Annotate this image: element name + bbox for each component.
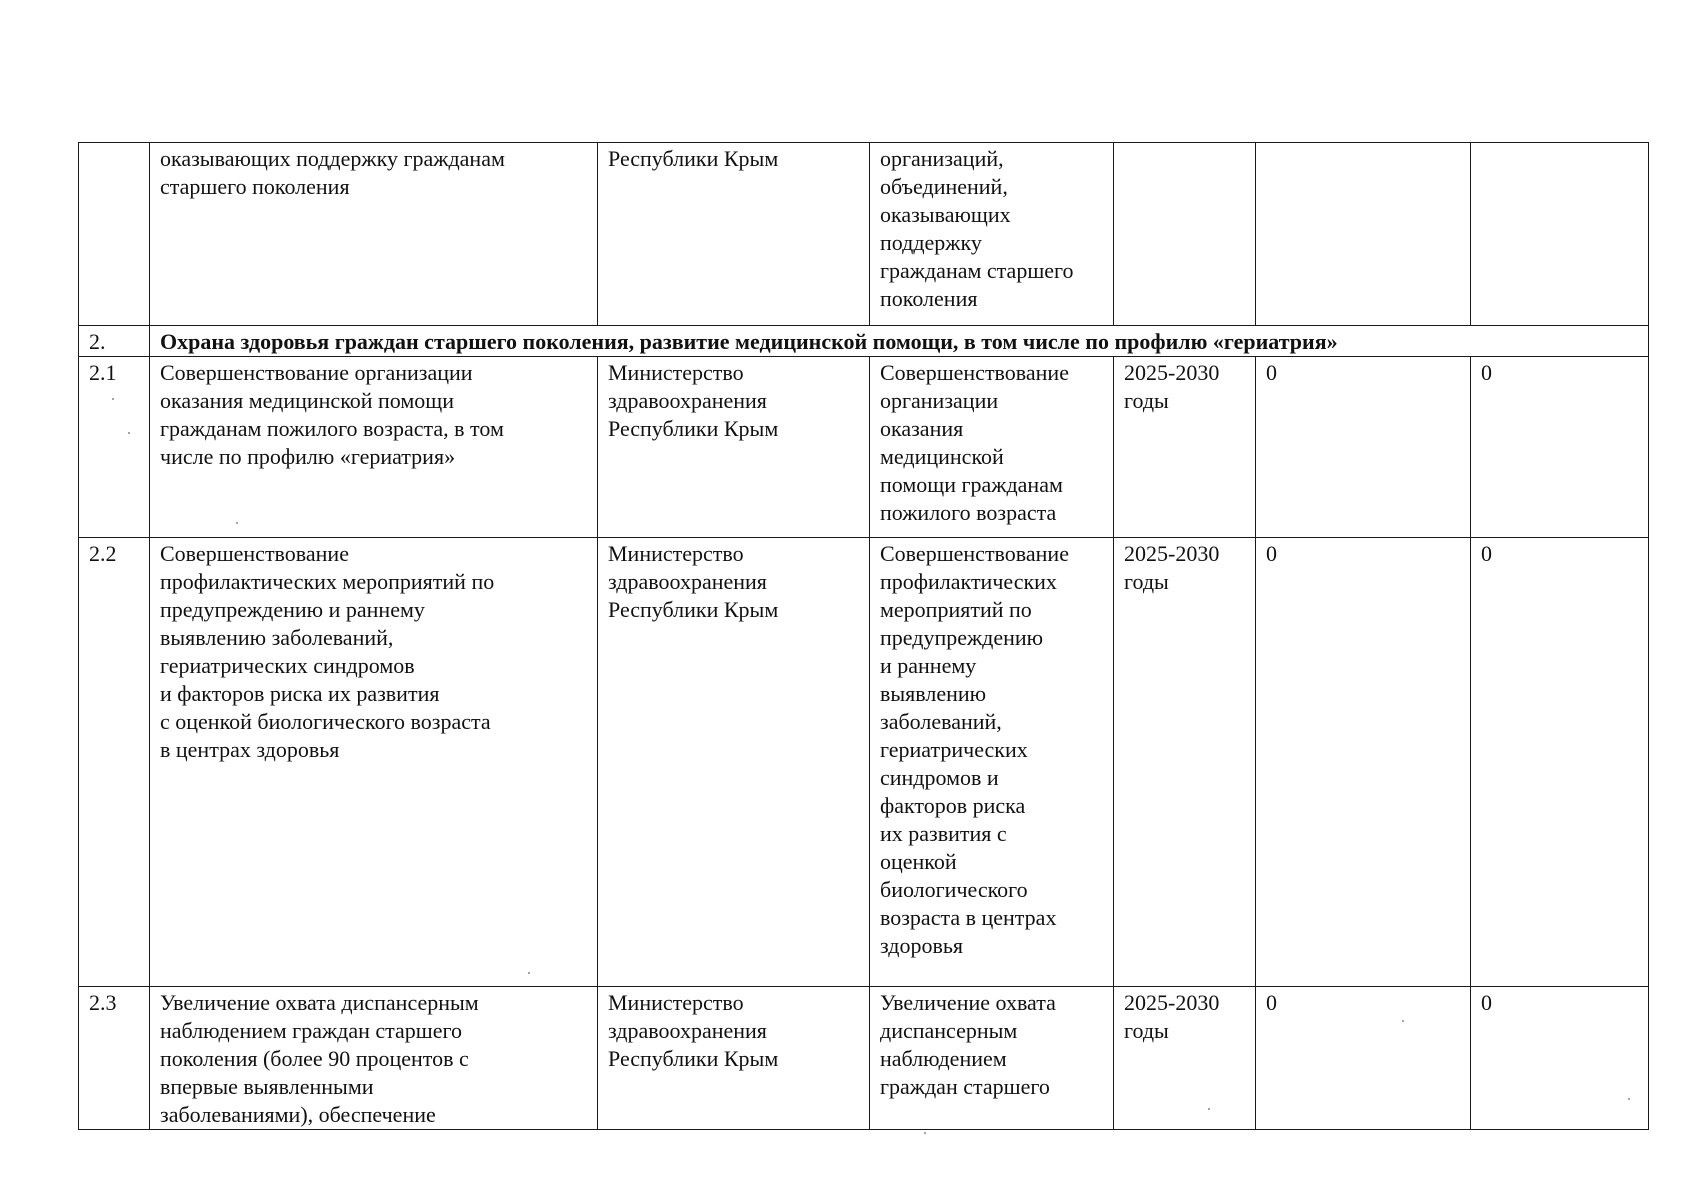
cell-executor: Министерство здравоохранения Республики Крым bbox=[598, 987, 870, 1130]
cell-period bbox=[1114, 143, 1256, 326]
cell-activity: Увеличение охвата диспансерным наблюдением граждан старшего поколения (более 90 процентов с впервые выявленными заболеваниями), обеспечение bbox=[150, 987, 598, 1130]
section-title: Охрана здоровья граждан старшего поколения, развитие медицинской помощи, в том числе по профилю «гериатрия» bbox=[150, 326, 1649, 357]
table-row bbox=[79, 357, 1649, 538]
cell-period: 2025-2030 годы bbox=[1114, 987, 1256, 1130]
cell-col6: 0 bbox=[1256, 357, 1471, 538]
cell-result: организаций, объединений, оказывающих поддержку гражданам старшего поколения bbox=[870, 143, 1114, 326]
cell-executor: Министерство здравоохранения Республики Крым bbox=[598, 538, 870, 987]
scan-speck bbox=[1208, 1108, 1210, 1110]
cell-activity: оказывающих поддержку гражданам старшего поколения bbox=[150, 143, 598, 326]
table-row bbox=[79, 987, 1649, 1130]
scan-speck bbox=[112, 398, 114, 400]
cell-executor: Республики Крым bbox=[598, 143, 870, 326]
scan-speck bbox=[924, 1132, 926, 1134]
cell-result: Увеличение охвата диспансерным наблюдением граждан старшего bbox=[870, 987, 1114, 1130]
scan-speck bbox=[1628, 1098, 1630, 1100]
cell-period: 2025-2030 годы bbox=[1114, 538, 1256, 987]
scan-speck bbox=[1402, 1020, 1404, 1022]
cell-number: 2.1 bbox=[79, 357, 150, 538]
section-number: 2. bbox=[79, 326, 150, 357]
cell-col6: 0 bbox=[1256, 987, 1471, 1130]
table-row-section-header bbox=[79, 326, 1649, 357]
cell-number: 2.2 bbox=[79, 538, 150, 987]
cell-col6: 0 bbox=[1256, 538, 1471, 987]
measures-table bbox=[78, 142, 1649, 1130]
cell-col7: 0 bbox=[1471, 538, 1649, 987]
table-row bbox=[79, 538, 1649, 987]
cell-activity: Совершенствование организации оказания медицинской помощи гражданам пожилого возраста, в том числе по профилю «гериатрия» bbox=[150, 357, 598, 538]
cell-col7: 0 bbox=[1471, 357, 1649, 538]
scan-speck bbox=[236, 522, 238, 524]
scan-speck bbox=[128, 432, 130, 434]
table-row-continuation bbox=[79, 143, 1649, 326]
cell-col7: 0 bbox=[1471, 987, 1649, 1130]
cell-number bbox=[79, 143, 150, 326]
cell-number: 2.3 bbox=[79, 987, 150, 1130]
cell-result: Совершенствование организации оказания медицинской помощи гражданам пожилого возраста bbox=[870, 357, 1114, 538]
cell-col7 bbox=[1471, 143, 1649, 326]
cell-period: 2025-2030 годы bbox=[1114, 357, 1256, 538]
cell-col6 bbox=[1256, 143, 1471, 326]
cell-executor: Министерство здравоохранения Республики Крым bbox=[598, 357, 870, 538]
scan-speck bbox=[528, 972, 530, 974]
cell-result: Совершенствование профилактических мероприятий по предупреждению и раннему выявлению заболеваний, гериатрических синдромов и факторов риска их развития с оценкой биологического возраста в центрах здоровья bbox=[870, 538, 1114, 987]
cell-activity: Совершенствование профилактических мероприятий по предупреждению и раннему выявлению заболеваний, гериатрических синдромов и факторов риска их развития с оценкой биологического возраста в центрах здоровья bbox=[150, 538, 598, 987]
